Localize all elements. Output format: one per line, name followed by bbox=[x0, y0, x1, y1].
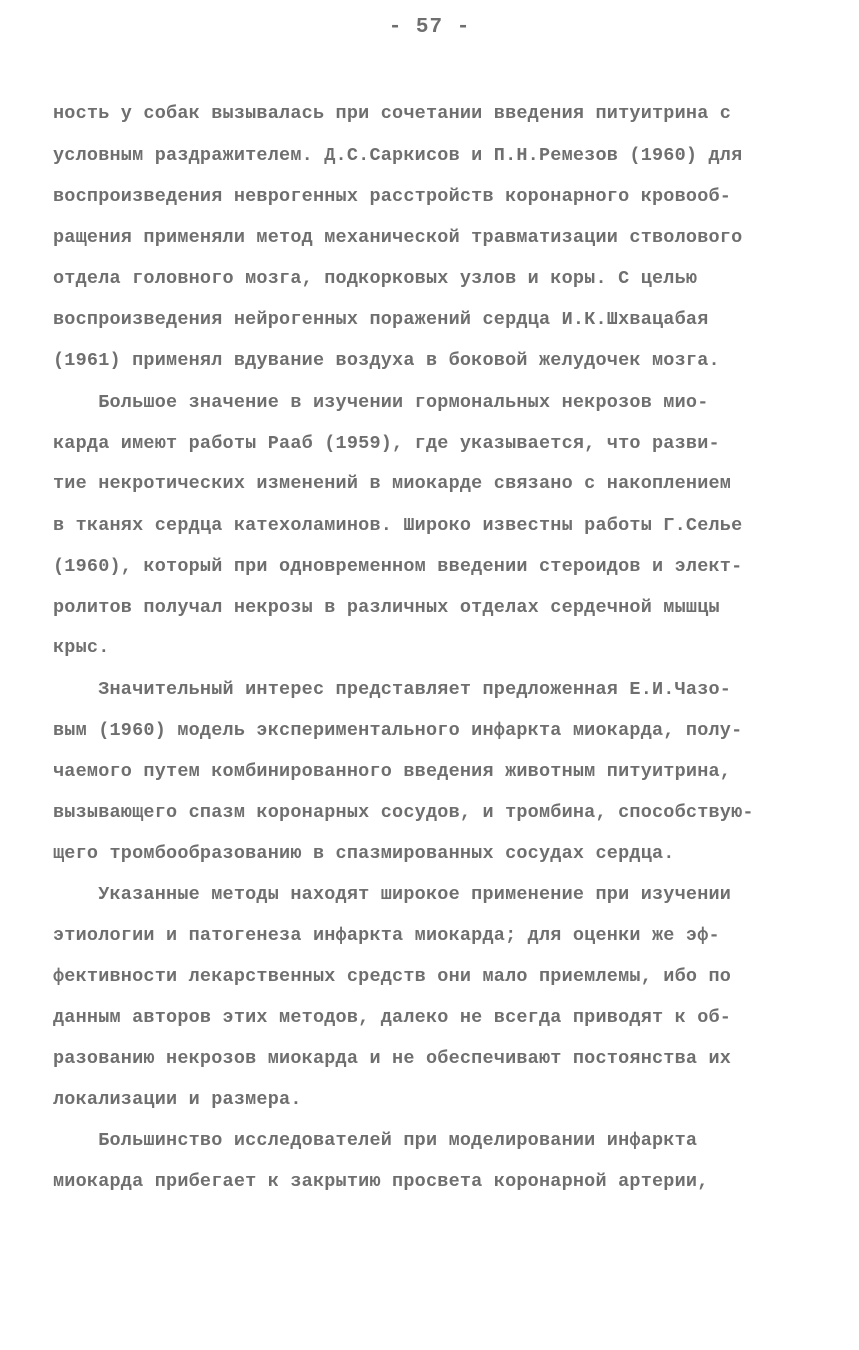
text-line: данным авторов этих методов, далеко не всегда приводят к об- bbox=[53, 1007, 732, 1028]
text-line: крыс. bbox=[53, 637, 110, 658]
text-line: Значительный интерес представляет предложенная Е.И.Чазо- bbox=[53, 679, 732, 700]
text-line: условным раздражителем. Д.С.Саркисов и П.Н.Ремезов (1960) для bbox=[53, 145, 743, 166]
text-line: фективности лекарственных средств они мало приемлемы, ибо по bbox=[53, 966, 732, 987]
text-line: Большинство исследователей при моделировании инфаркта bbox=[53, 1130, 698, 1151]
text-line: вым (1960) модель экспериментального инфаркта миокарда, полу- bbox=[53, 720, 743, 741]
page-number: - 57 - bbox=[388, 16, 471, 39]
text-line: этиологии и патогенеза инфаркта миокарда; для оценки же эф- bbox=[53, 925, 720, 946]
text-line: щего тромбообразованию в спазмированных сосудах сердца. bbox=[53, 843, 675, 864]
text-line: отдела головного мозга, подкорковых узлов и коры. С целью bbox=[53, 268, 698, 289]
text-line: ращения применяли метод механической травматизации стволового bbox=[53, 227, 743, 248]
text-line: ролитов получал некрозы в различных отделах сердечной мышцы bbox=[53, 597, 720, 618]
text-line: воспроизведения неврогенных расстройств коронарного кровооб- bbox=[53, 186, 732, 207]
text-line: Указанные методы находят широкое применение при изучении bbox=[53, 884, 732, 905]
text-line: тие некротических изменений в миокарде связано с накоплением bbox=[53, 473, 732, 494]
text-line: (1960), который при одновременном введении стероидов и элект- bbox=[53, 556, 743, 577]
text-line: ность у собак вызывалась при сочетании введения питуитрина с bbox=[53, 103, 732, 124]
text-line: карда имеют работы Рааб (1959), где указывается, что разви- bbox=[53, 433, 720, 454]
text-line: воспроизведения нейрогенных поражений сердца И.К.Шхвацабая bbox=[53, 309, 709, 330]
text-line: локализации и размера. bbox=[53, 1089, 302, 1110]
text-line: разованию некрозов миокарда и не обеспечивают постоянства их bbox=[53, 1048, 732, 1069]
text-line: (1961) применял вдувание воздуха в боковой желудочек мозга. bbox=[53, 350, 720, 371]
text-line: в тканях сердца катехоламинов. Широко известны работы Г.Селье bbox=[53, 515, 743, 536]
text-line: миокарда прибегает к закрытию просвета коронарной артерии, bbox=[53, 1171, 709, 1192]
text-line: вызывающего спазм коронарных сосудов, и тромбина, способствую- bbox=[53, 802, 754, 823]
text-line: чаемого путем комбинированного введения животным питуитрина, bbox=[53, 761, 732, 782]
text-line: Большое значение в изучении гормональных некрозов мио- bbox=[53, 392, 709, 413]
